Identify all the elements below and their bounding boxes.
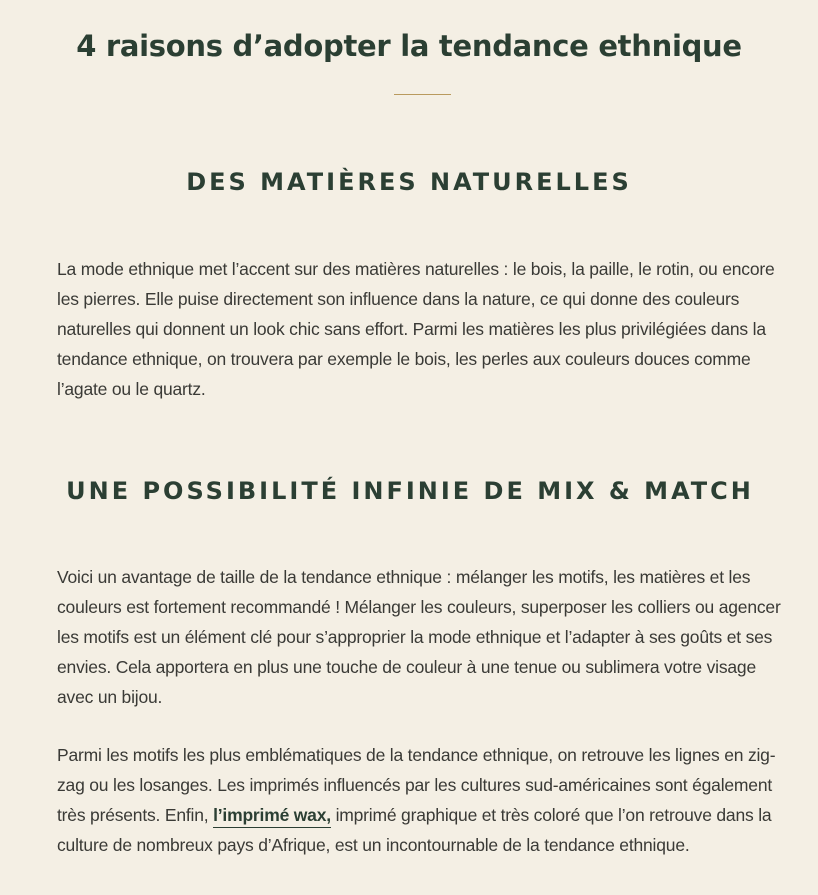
wax-print-link[interactable]: l’imprimé wax, [213,805,331,828]
paragraph-motifs-text-before: Parmi les motifs les plus emblématiques de la tendance ethnique, on retrouve les lignes en zig-zag ou les losanges. Les imprimés influencés par les cultures sud-américaines sont également très présents. Enfin, [57,745,776,825]
section-heading-mix-and-match: UNE POSSIBILITÉ INFINIE DE MIX & MATCH [66,477,754,505]
paragraph-motifs-text-after: imprimé graphique et très coloré que l’on retrouve dans la culture de nombreux pays d’Afrique, est un incontournable de la tendance ethnique. [57,805,772,855]
paragraph-natural-materials: La mode ethnique met l’accent sur des matières naturelles : le bois, la paille, le rotin, ou encore les pierres. Elle puise directement son influence dans la nature, ce qui donne des couleurs naturelles qui donnent un look chic sans effort. Parmi les matières les plus privilégiées dans la tendance ethnique, on trouvera par exemple le bois, les perles aux couleurs douces comme l’agate ou le quartz. [57,259,775,399]
paragraph-motifs [57,740,787,860]
section-heading-natural-materials: DES MATIÈRES NATURELLES [186,168,632,196]
page-title: 4 raisons d’adopter la tendance ethnique [76,29,742,63]
paragraph-mix-and-match: Voici un avantage de taille de la tendance ethnique : mélanger les motifs, les matières et les couleurs est fortement recommandé ! Mélanger les couleurs, superposer les colliers ou agencer les motifs est un élément clé pour s’approprier la mode ethnique et l’adapter à ses goûts et ses envies. Cela apportera en plus une touche de couleur à une tenue ou sublimera votre visage avec un bijou. [57,567,781,707]
title-divider [394,94,451,95]
